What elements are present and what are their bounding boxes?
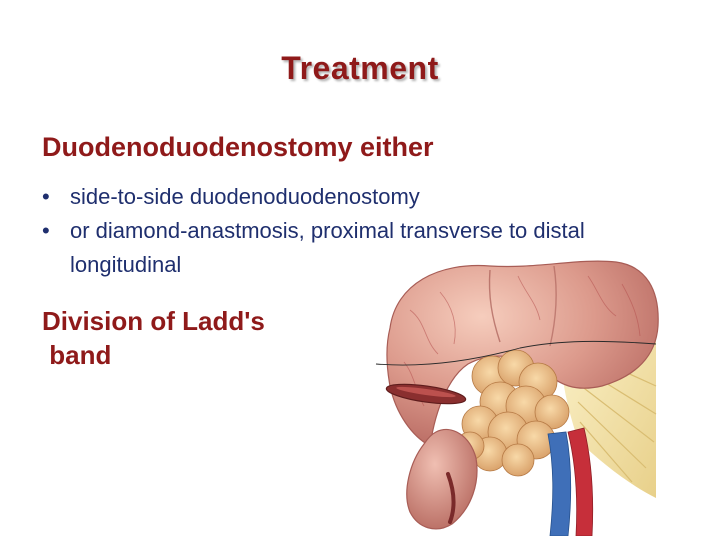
- bullet-marker: •: [42, 184, 50, 209]
- slide-title: Treatment: [281, 50, 439, 86]
- procedure-heading: Duodenoduodenostomy either: [42, 132, 434, 162]
- duodenum-illustration: [340, 236, 660, 536]
- division-text: [42, 304, 265, 372]
- bullet-text: or diamond-anastmosis, proximal transverse to distal longitudinal: [70, 218, 585, 277]
- bullet-marker: •: [42, 218, 50, 243]
- division-line-1: Division of Ladd's: [42, 306, 265, 336]
- division-line-2: band: [42, 340, 112, 370]
- bullet-text: side-to-side duodenoduodenostomy: [70, 184, 420, 209]
- bullet-item: [42, 180, 682, 214]
- lower-duodenum: [407, 430, 477, 529]
- mesenteric-vein: [548, 432, 571, 536]
